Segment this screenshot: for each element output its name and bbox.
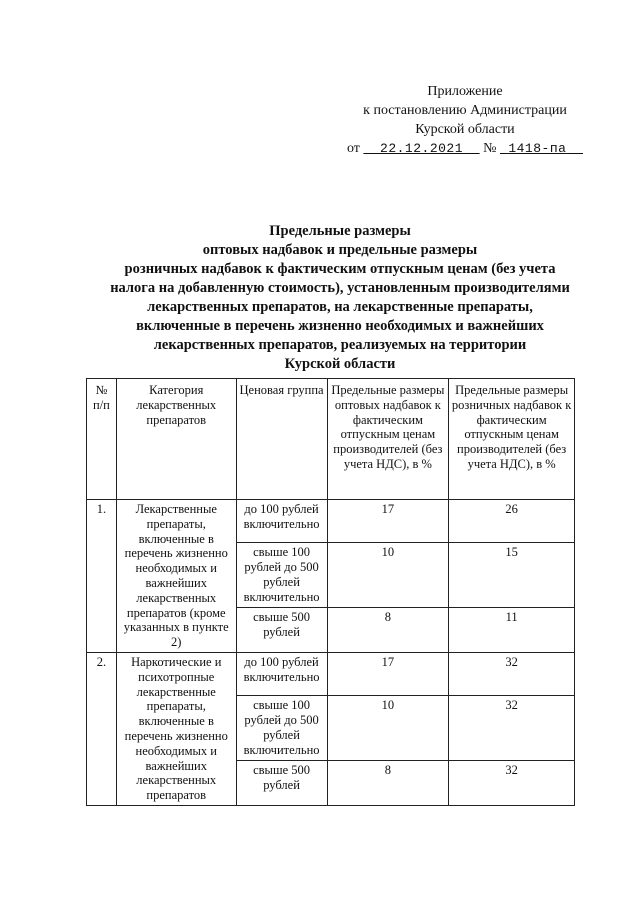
table-row <box>87 652 575 695</box>
appendix-region: Курской области <box>415 122 515 137</box>
section-index: 1. <box>87 500 117 653</box>
price-group-cell: свыше 500 рублей <box>236 607 327 652</box>
markup-table <box>86 378 575 806</box>
wholesale-cell: 8 <box>327 760 449 805</box>
header-wholesale: Предельные размеры оптовых надбавок к фактическим отпускным ценам производителей (без учета НДС), в % <box>327 379 449 500</box>
table-header-row <box>87 379 575 500</box>
appendix-title: Приложение <box>427 84 503 99</box>
title-line: лекарственных препаратов, на лекарственные препараты, <box>147 299 533 315</box>
title-line: включенные в перечень жизненно необходимых и важнейших <box>136 318 544 334</box>
header-price-group: Ценовая группа <box>236 379 327 500</box>
retail-cell: 11 <box>449 607 575 652</box>
price-group-cell: свыше 500 рублей <box>236 760 327 805</box>
title-line: розничных надбавок к фактическим отпускным ценам (без учета <box>124 261 556 277</box>
price-group-cell: до 100 рублей включительно <box>236 500 327 543</box>
wholesale-cell: 17 <box>327 652 449 695</box>
decree-date: 22.12.2021 <box>380 141 464 156</box>
price-group-cell: до 100 рублей включительно <box>236 652 327 695</box>
table-row <box>87 500 575 543</box>
appendix-block <box>330 82 600 158</box>
title-line: Курской области <box>284 356 396 372</box>
title-line: лекарственных препаратов, реализуемых на территории <box>153 337 527 353</box>
header-retail: Предельные размеры розничных надбавок к фактическим отпускным ценам производителей (без учета НДС), в % <box>449 379 575 500</box>
retail-cell: 15 <box>449 543 575 608</box>
title-line: Предельные размеры <box>269 223 411 239</box>
retail-cell: 32 <box>449 696 575 761</box>
wholesale-cell: 8 <box>327 607 449 652</box>
price-group-cell: свыше 100 рублей до 500 рублей включительно <box>236 696 327 761</box>
section-index: 2. <box>87 652 117 805</box>
document-title <box>80 222 600 374</box>
header-category: Категория лекарственных препаратов <box>116 379 236 500</box>
appendix-date-row <box>330 139 600 158</box>
retail-cell: 26 <box>449 500 575 543</box>
wholesale-cell: 17 <box>327 500 449 543</box>
price-group-cell: свыше 100 рублей до 500 рублей включительно <box>236 543 327 608</box>
retail-cell: 32 <box>449 652 575 695</box>
wholesale-cell: 10 <box>327 543 449 608</box>
title-line: оптовых надбавок и предельные размеры <box>202 242 478 258</box>
retail-cell: 32 <box>449 760 575 805</box>
section-category: Наркотические и психотропные лекарственные препараты, включенные в перечень жизненно необходимых и важнейших лекарственных препаратов <box>116 652 236 805</box>
number-label: № <box>483 141 497 156</box>
header-index: № п/п <box>87 379 117 500</box>
from-label: от <box>346 141 360 156</box>
wholesale-cell: 10 <box>327 696 449 761</box>
decree-number: 1418-па <box>508 141 567 156</box>
appendix-decree: к постановлению Администрации <box>363 103 567 118</box>
title-line: налога на добавленную стоимость), установленным производителями <box>110 280 570 296</box>
section-category: Лекарственные препараты, включенные в перечень жизненно необходимых и важнейших лекарственных препаратов (кроме указанных в пункте 2) <box>116 500 236 653</box>
